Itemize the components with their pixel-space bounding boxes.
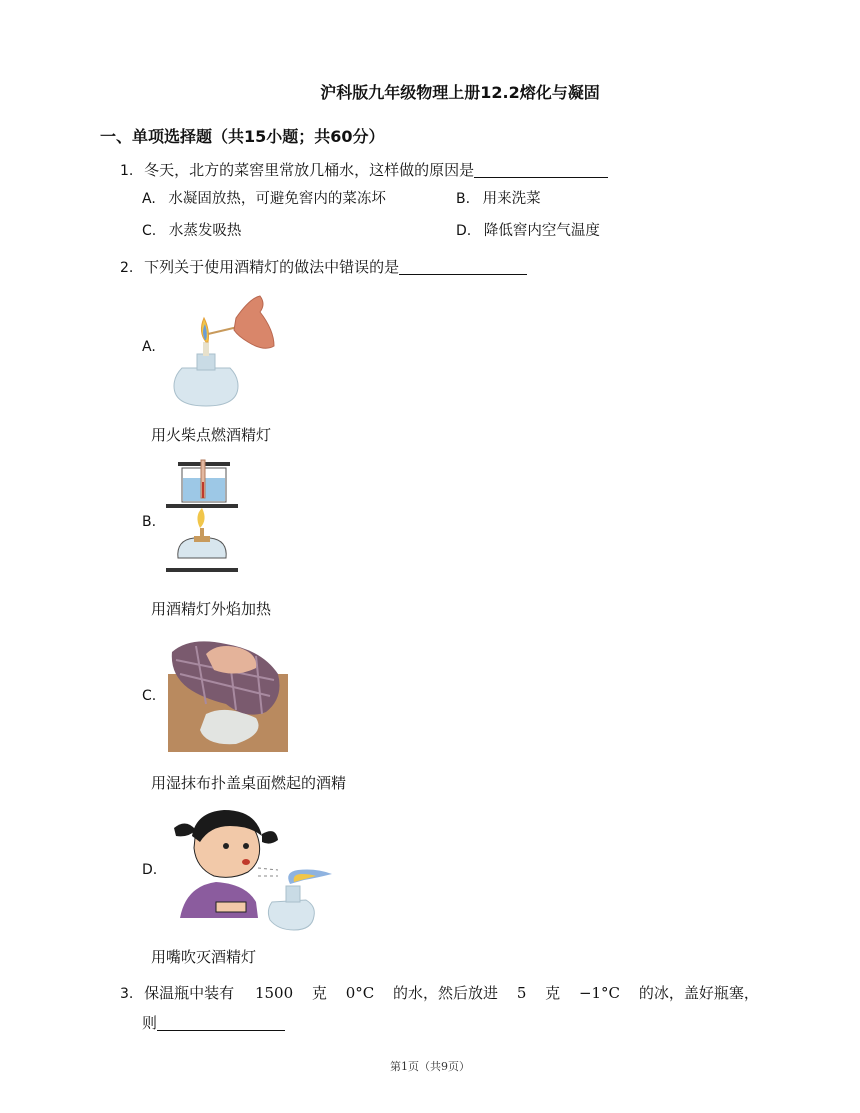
option-a-letter[interactable]: A. (142, 339, 156, 355)
option-c-letter[interactable]: C. (142, 688, 157, 704)
question-stem: 下列关于使用酒精灯的做法中错误的是 (144, 258, 400, 276)
answer-blank[interactable] (157, 1014, 285, 1031)
option-letter: B. (456, 191, 471, 207)
question-3-line2 (142, 1012, 285, 1033)
option-a[interactable] (142, 187, 386, 208)
option-b[interactable] (456, 187, 541, 208)
page-footer: 第1页（共9页） (390, 1060, 470, 1073)
page-title: 沪科版九年级物理上册12.2熔化与凝固 (320, 83, 600, 102)
option-text: 用来洗菜 (482, 191, 541, 207)
caption-b: 用酒精灯外焰加热 (151, 600, 272, 618)
option-text: 水凝固放热，可避免窖内的菜冻坏 (168, 191, 386, 207)
stem-number: 1500 (254, 984, 294, 1002)
stem-part: 则 (142, 1014, 158, 1032)
question-number: 1. (120, 163, 134, 179)
stem-number: 5 (516, 984, 527, 1002)
stem-part: 保温瓶中装有 (144, 984, 235, 1002)
stem-number: −1°C (578, 984, 621, 1002)
answer-blank[interactable] (399, 258, 527, 275)
option-d[interactable] (456, 219, 600, 240)
stem-part: 克 (545, 984, 561, 1002)
option-b-letter[interactable]: B. (142, 514, 157, 530)
question-1 (120, 159, 608, 180)
match-lighting-lamp-icon (164, 290, 280, 410)
blowing-lamp-icon (166, 806, 332, 934)
option-text: 降低窖内空气温度 (483, 223, 600, 239)
caption-d: 用嘴吹灭酒精灯 (151, 948, 257, 966)
option-letter: A. (142, 191, 156, 207)
question-stem: 冬天，北方的菜窖里常放几桶水，这样做的原因是 (144, 161, 475, 179)
heating-beaker-icon (164, 458, 240, 578)
option-d-letter[interactable]: D. (142, 862, 158, 878)
stem-number: 0°C (345, 984, 375, 1002)
section-heading: 一、单项选择题（共15小题；共60分） (100, 127, 385, 146)
answer-blank[interactable] (474, 161, 608, 178)
stem-part: 克 (311, 984, 327, 1002)
option-c[interactable] (142, 219, 241, 240)
question-2 (120, 256, 527, 277)
option-letter: D. (456, 223, 472, 239)
question-3 (120, 982, 759, 1003)
stem-part: 的水，然后放进 (393, 984, 499, 1002)
caption-a: 用火柴点燃酒精灯 (151, 426, 272, 444)
option-letter: C. (142, 223, 157, 239)
question-number: 3. (120, 986, 134, 1002)
caption-c: 用湿抹布扑盖桌面燃起的酒精 (151, 774, 347, 792)
wet-cloth-cover-icon (166, 634, 290, 754)
stem-part: 的冰，盖好瓶塞， (638, 984, 759, 1002)
question-number: 2. (120, 260, 134, 276)
option-text: 水蒸发吸热 (168, 223, 242, 239)
